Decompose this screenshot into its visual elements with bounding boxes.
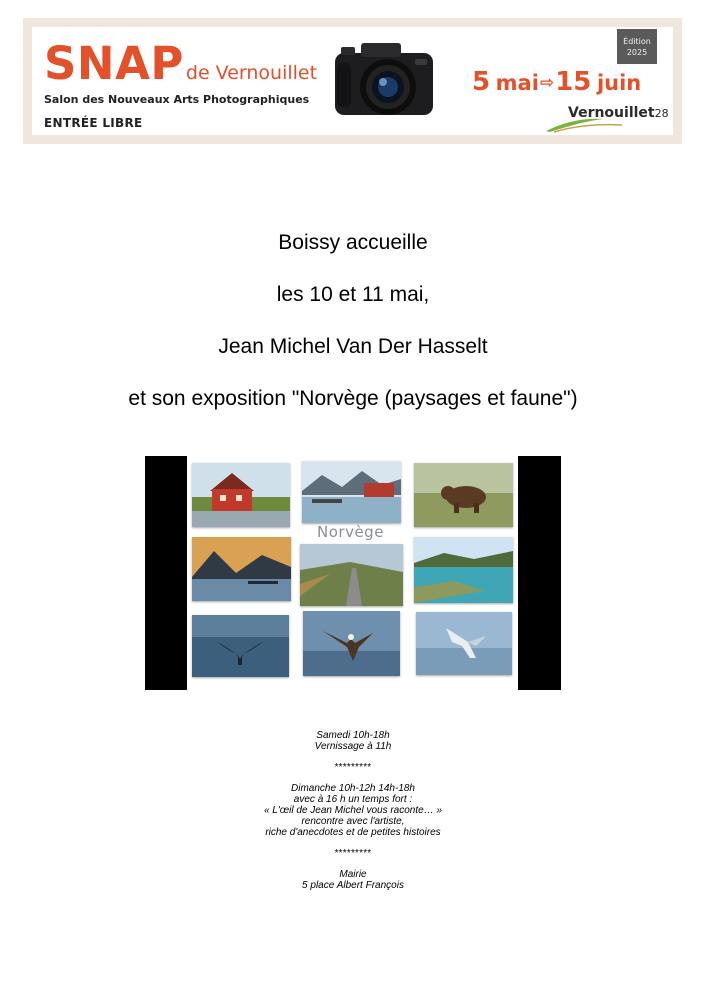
event-dates (472, 67, 641, 97)
photo-tile-coast (414, 537, 513, 603)
schedule (0, 730, 706, 891)
separator: ********* (334, 762, 372, 773)
arrow-right-icon: ⇨ (539, 73, 555, 93)
date-start-month: mai (495, 71, 539, 95)
venue-address: 5 place Albert François (302, 880, 404, 891)
venue-name: Mairie (339, 869, 367, 880)
town-name: Vernouillet (568, 105, 655, 121)
photo-tile-whale-tail (192, 615, 289, 677)
photo-tile-road (300, 544, 403, 606)
edition-year: 2025 (626, 48, 648, 57)
highlight-time: avec à 16 h un temps fort : (293, 794, 413, 805)
date-start-number: 5 (472, 67, 491, 97)
exhibition-photo (145, 456, 561, 690)
camera-icon (331, 37, 437, 127)
date-end-month: juin (596, 71, 642, 95)
spacer (0, 752, 706, 762)
spacer (0, 838, 706, 848)
photo-collage (187, 456, 518, 690)
date-end-number: 15 (555, 67, 592, 97)
photo-label: Norvège (317, 523, 384, 541)
photo-tile-red-cabin (192, 463, 290, 527)
headline-line-3: Jean Michel Van Der Hasselt (218, 335, 488, 358)
meet-artist: rencontre avec l'artiste, (301, 816, 405, 827)
headline-line-4: et son exposition "Norvège (paysages et faune") (128, 387, 578, 410)
saturday-hours: Samedi 10h-18h (316, 730, 390, 741)
snap-word: SNAP (44, 37, 184, 90)
edition-label: Édition (623, 37, 651, 46)
event-banner (23, 18, 682, 144)
vernouillet-name (568, 105, 669, 121)
town-number: 28 (654, 107, 669, 120)
photo-tile-bear (414, 463, 513, 527)
spacer (0, 859, 706, 869)
photo-tile-harbour (302, 461, 401, 523)
vernissage-time: Vernissage à 11h (314, 741, 392, 752)
photo-tile-eagle (303, 611, 400, 676)
announcement (0, 226, 706, 434)
photo-tile-bird-flight (416, 612, 512, 675)
headline-line-2: les 10 et 11 mai, (276, 283, 430, 306)
photo-tile-fjord-sunset (192, 537, 291, 601)
sunday-hours: Dimanche 10h-12h 14h-18h (291, 783, 415, 794)
separator: ********* (334, 848, 372, 859)
vernouillet-logo (544, 99, 669, 133)
anecdotes: riche d'anecdotes et de petites histoires (265, 827, 441, 838)
snap-subtitle: de Vernouillet (185, 62, 318, 84)
entree-libre: ENTRÉE LIBRE (44, 116, 143, 130)
edition-badge (617, 29, 657, 64)
snap-logo (44, 37, 318, 90)
spacer (0, 773, 706, 783)
salon-tagline: Salon des Nouveaux Arts Photographiques (44, 93, 310, 106)
banner-inner (32, 27, 673, 135)
headline-line-1: Boissy accueille (278, 231, 428, 254)
talk-title: « L'œil de Jean Michel vous raconte… » (263, 805, 443, 816)
